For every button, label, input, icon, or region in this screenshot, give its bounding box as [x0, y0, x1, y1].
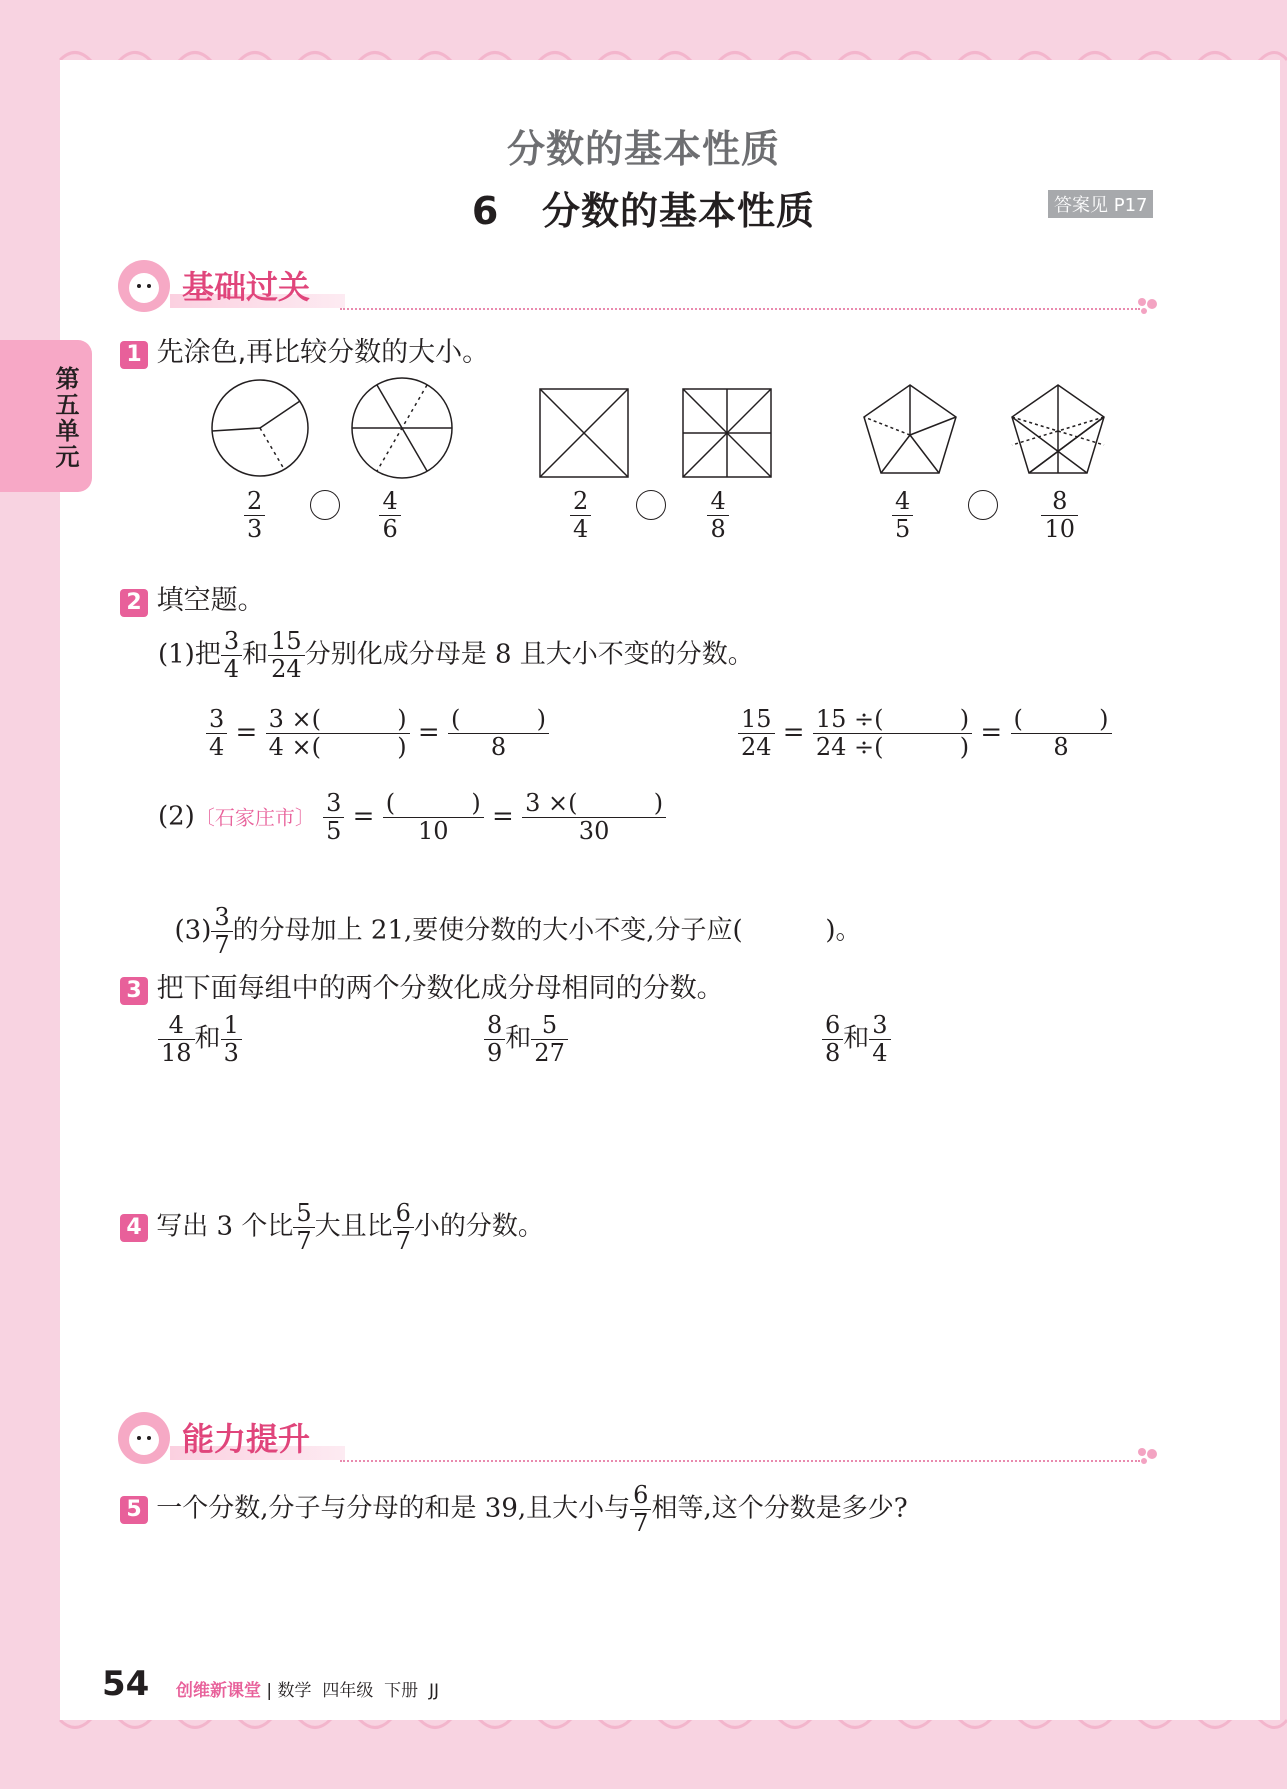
section-divider	[340, 308, 1140, 310]
q2-part-3: (3) $\frac{3}{7}$ 的分母加上 21,要使分数的大小不变,分子应( )。	[174, 903, 862, 959]
dots-decoration-icon	[1136, 1446, 1160, 1466]
mascot-icon	[116, 258, 172, 314]
page-number: 54	[102, 1664, 150, 1704]
region-tag: 〔石家庄市〕	[194, 805, 315, 830]
question-4: 4 写出 3 个比 $\frac{5}{7}$ 大且比 $\frac{6}{7}$ 小的分数。	[120, 1200, 544, 1255]
question-2: 2 填空题。	[120, 578, 265, 617]
compare-circle[interactable]	[310, 490, 340, 520]
answer-reference-badge: 答案见 P17	[1048, 190, 1153, 218]
compare-circle[interactable]	[636, 490, 666, 520]
question-3: 3 把下面每组中的两个分数化成分母相同的分数。	[120, 966, 724, 1005]
dots-decoration-icon	[1136, 296, 1160, 316]
page-title: 6 分数的基本性质	[471, 189, 816, 233]
compare-circle[interactable]	[968, 490, 998, 520]
q2-equation-2: $\frac{15}{24}$ = $\frac{15 \div( )}{24 \div( )}$ = $\frac{( )}{8}$	[738, 706, 1112, 761]
q3-group-3: $\frac{6}{8}$ 和 $\frac{3}{4}$	[822, 1012, 891, 1067]
q2-part-2: (2)〔石家庄市〕 $\frac{3}{5}$ = $\frac{( )}{10}$ = $\frac{3 \times( )}{30}$	[158, 790, 666, 845]
section-title-advanced: 能力提升	[182, 1420, 311, 1458]
footer-text: 创维新课堂 | 数学 四年级 下册 JJ	[176, 1681, 439, 1701]
question-5: 5 一个分数,分子与分母的和是 39,且大小与 $\frac{6}{7}$ 相等,这个分数是多少?	[120, 1482, 908, 1537]
q1-shapes	[200, 375, 1120, 485]
q1-pair-2: $\frac{2}{4}$ $\frac{4}{8}$	[570, 488, 729, 543]
q1-pair-3: $\frac{4}{5}$ $\frac{8}{10}$	[892, 488, 1078, 543]
unit-side-tab: 第五单元	[0, 340, 92, 492]
q2-equation-1: $\frac{3}{4}$ = $\frac{3 \times( )}{4 \times( )}$ = $\frac{( )}{8}$	[206, 706, 549, 761]
q2-part-1: (1)把 $\frac{3}{4}$ 和 $\frac{15}{24}$ 分别化成分母是 8 且大小不变的分数。	[158, 627, 754, 683]
mascot-icon	[116, 1410, 172, 1466]
section-divider	[340, 1460, 1140, 1462]
q1-pair-1: $\frac{2}{3}$ $\frac{4}{6}$	[244, 488, 401, 543]
section-title-basic: 基础过关	[182, 268, 311, 306]
page-title-top: 分数的基本性质	[506, 127, 780, 171]
question-1: 1 先涂色,再比较分数的大小。	[120, 330, 489, 369]
q3-group-2: $\frac{8}{9}$ 和 $\frac{5}{27}$	[484, 1012, 568, 1067]
q3-group-1: $\frac{4}{18}$ 和 $\frac{1}{3}$	[158, 1012, 242, 1067]
